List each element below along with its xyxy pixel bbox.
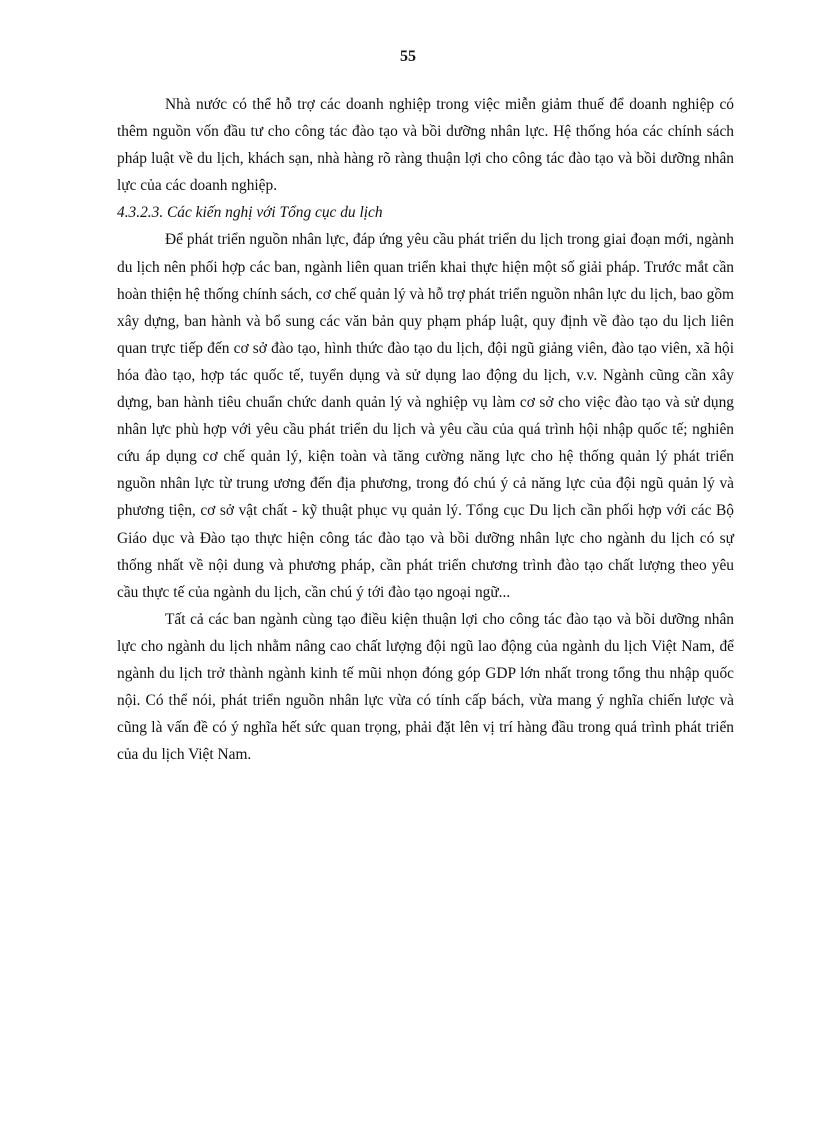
page-number: 55 [400,48,416,65]
paragraph-tourism-recommendations: Để phát triển nguồn nhân lực, đáp ứng yêu cầu phát triển du lịch trong giai đoạn mới, ngành du lịch nên phối hợp các ban, ngành liên quan triển khai thực hiện một số giải pháp. Trước mắt cần hoàn thiện hệ thống chính sách, cơ chế quản lý và hỗ trợ phát triển nguồn nhân lực du lịch, bao gồm xây dựng, ban hành và bổ sung các văn bản quy phạm pháp luật, quy định về đào tạo du lịch liên quan trực tiếp đến cơ sở đào tạo, hình thức đào tạo du lịch, đội ngũ giảng viên, đào tạo viên, xã hội hóa đào tạo, hợp tác quốc tế, tuyển dụng và sử dụng lao động du lịch, v.v. Ngành cũng cần xây dựng, ban hành tiêu chuẩn chức danh quản lý và nghiệp vụ làm cơ sở cho việc đào tạo và sử dụng nhân lực phù hợp với yêu cầu phát triển du lịch và yêu cầu của quá trình hội nhập quốc tế; nghiên cứu áp dụng cơ chế quản lý, kiện toàn và tăng cường năng lực cho hệ thống quản lý phát triển nguồn nhân lực từ trung ương đến địa phương, trong đó chú ý cả năng lực của đội ngũ quản lý và phương tiện, cơ sở vật chất - kỹ thuật phục vụ quản lý. Tổng cục Du lịch cần phối hợp với các Bộ Giáo dục và Đào tạo thực hiện công tác đào tạo và bồi dưỡng nhân lực cho ngành du lịch có sự thống nhất về nội dung và phương pháp, cần phát triển chương trình đào tạo chất lượng theo yêu cầu thực tế của ngành du lịch, cần chú ý tới đào tạo ngoại ngữ... [117,231,734,601]
page-content [117,91,734,768]
paragraph-state-support: Nhà nước có thể hỗ trợ các doanh nghiệp trong việc miễn giảm thuế để doanh nghiệp có thêm nguồn vốn đầu tư cho công tác đào tạo và bồi dưỡng nhân lực. Hệ thống hóa các chính sách pháp luật về du lịch, khách sạn, nhà hàng rõ ràng thuận lợi cho công tác đào tạo và bồi dưỡng nhân lực của các doanh nghiệp. [117,96,734,195]
paragraph-conclusion: Tất cả các ban ngành cùng tạo điều kiện thuận lợi cho công tác đào tạo và bồi dưỡng nhân lực cho ngành du lịch nhằm nâng cao chất lượng đội ngũ lao động của ngành du lịch Việt Nam, để ngành du lịch trở thành ngành kinh tế mũi nhọn đóng góp GDP lớn nhất trong tổng thu nhập quốc nội. Có thể nói, phát triển nguồn nhân lực vừa có tính cấp bách, vừa mang ý nghĩa chiến lược và cũng là vấn đề có ý nghĩa hết sức quan trọng, phải đặt lên vị trí hàng đầu trong quá trình phát triển của du lịch Việt Nam. [117,610,734,764]
section-heading: 4.3.2.3. Các kiến nghị với Tổng cục du lịch [117,204,383,222]
